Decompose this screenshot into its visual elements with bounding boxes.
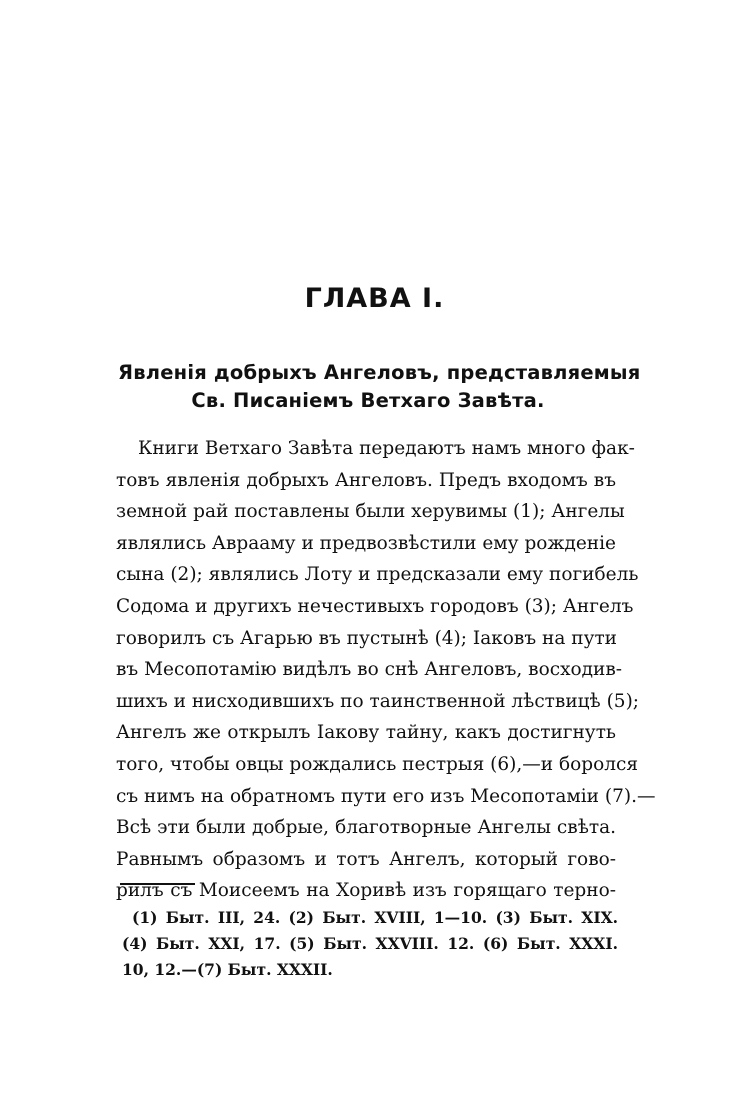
paragraph-line: въ Месопотамію видѣлъ во снѣ Ангеловъ, восходив- — [116, 659, 623, 681]
paragraph-line: шихъ и нисходившихъ по таинственной лѣствицѣ (5); — [116, 690, 640, 712]
paragraph-line: товъ явленія добрыхъ Ангеловъ. Предъ входомъ въ — [116, 469, 616, 491]
footnote-line: 10, 12.—(7) Быт. XXXII. — [122, 960, 333, 979]
paragraph-line: Ангелъ же открылъ Іакову тайну, какъ достигнуть — [116, 722, 616, 744]
subtitle-line: Явленія добрыхъ Ангеловъ, представляемыя — [118, 361, 641, 384]
footnote-separator — [120, 883, 195, 885]
subtitle-line: Св. Писаніемъ Ветхаго Завѣта. — [191, 389, 545, 412]
paragraph-line: рилъ съ Моисеемъ на Хоривѣ изъ горящаго терно- — [116, 880, 616, 902]
paragraph-line: Содома и другихъ нечестивыхъ городовъ (3); Ангелъ — [116, 595, 634, 617]
footnote-line: (1) Быт. III, 24. (2) Быт. XVIII, 1—10. (3) Быт. XIX. — [132, 908, 618, 927]
chapter-title: ГЛАВА I. — [304, 283, 445, 314]
paragraph-line: Равнымъ образомъ и тотъ Ангелъ, который гово- — [116, 848, 616, 870]
paragraph-line: съ нимъ на обратномъ пути его изъ Месопотаміи (7).— — [116, 785, 656, 807]
paragraph-line: того, чтобы овцы рождались пестрыя (6),—и боролся — [116, 753, 639, 775]
chapter-subtitle — [118, 359, 641, 415]
paragraph-line: Книги Ветхаго Завѣта передаютъ намъ много фак- — [138, 438, 635, 459]
paragraph-line: являлись Аврааму и предвозвѣстили ему рожденіе — [116, 532, 616, 554]
paragraph-line: Всѣ эти были добрые, благотворные Ангелы свѣта. — [116, 817, 616, 839]
body-paragraph — [116, 433, 656, 907]
footnotes — [122, 905, 618, 983]
paragraph-line: говорилъ съ Агарью въ пустынѣ (4); Іаковъ на пути — [116, 627, 618, 649]
paragraph-line: сына (2); являлись Лоту и предсказали ему погибель — [116, 564, 639, 586]
paragraph-line: земной рай поставлены были херувимы (1); Ангелы — [116, 501, 625, 523]
footnote-line: (4) Быт. XXI, 17. (5) Быт. XXVIII. 12. (6) Быт. XXXI. — [122, 934, 618, 953]
